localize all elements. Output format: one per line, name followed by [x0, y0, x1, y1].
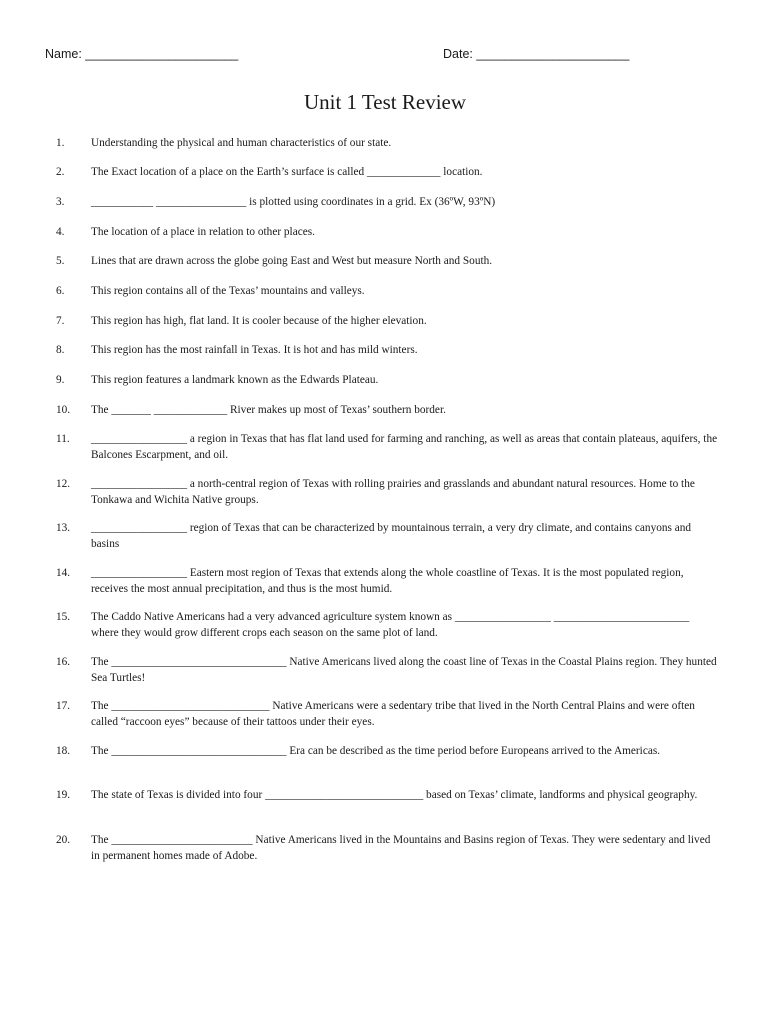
question-number: 11. [56, 433, 70, 445]
question-text: This region features a landmark known as the Edwards Plateau. [91, 374, 379, 386]
question-text: The state of Texas is divided into four ____________________________ based on Texas’ climate, landforms and physical geography. [91, 789, 698, 801]
question-text: The ____________________________ Native Americans were a sedentary tribe that lived in the North Central Plains and were often called “raccoon eyes” because of their tattoos under their eyes. [91, 700, 695, 728]
name-field: Name: ______________________ [45, 47, 239, 61]
question-number: 6. [56, 285, 65, 297]
question-text: The Exact location of a place on the Earth’s surface is called _____________ location. [91, 166, 483, 178]
question-text: Lines that are drawn across the globe going East and West but measure North and South. [91, 255, 493, 267]
question-text: This region contains all of the Texas’ mountains and valleys. [91, 285, 365, 297]
question-text: The Caddo Native Americans had a very advanced agriculture system known as _________________ ________________________ where they would grow different crops each season on the same plot of land. [91, 611, 690, 639]
question-text: _________________ Eastern most region of Texas that extends along the whole coastline of Texas. It is the most populated region, receives the most annual precipitation, and thus is the most humid. [91, 567, 684, 595]
question-number: 13. [56, 522, 71, 534]
question-text: _________________ region of Texas that can be characterized by mountainous terrain, a very dry climate, and contains canyons and basins [91, 522, 692, 550]
question-number: 18. [56, 745, 71, 757]
question-text: The _________________________ Native Americans lived in the Mountains and Basins region of Texas. They were sedentary and lived in permanent homes made of Adobe. [91, 834, 711, 862]
question-text: _________________ a north-central region of Texas with rolling prairies and grasslands and abundant natural resources. Home to the Tonkawa and Wichita Native groups. [91, 478, 695, 506]
question-text: The _______________________________ Era can be described as the time period before Europeans arrived to the Americas. [91, 745, 661, 757]
question-text: _________________ a region in Texas that has flat land used for farming and ranching, as well as areas that contain plateaus, aquifers, the Balcones Escarpment, and oil. [91, 433, 718, 461]
question-text: The location of a place in relation to other places. [91, 226, 315, 238]
question-number: 14. [56, 567, 71, 579]
question-number: 8. [56, 344, 65, 356]
question-text: The _______________________________ Native Americans lived along the coast line of Texas in the Coastal Plains region. They hunted Sea Turtles! [91, 656, 717, 684]
question-number: 9. [56, 374, 65, 386]
page-title: Unit 1 Test Review [303, 90, 467, 114]
date-field: Date: ______________________ [443, 47, 630, 61]
question-number: 20. [56, 834, 71, 846]
question-number: 10. [56, 404, 71, 416]
question-text: The _______ _____________ River makes up most of Texas’ southern border. [91, 404, 446, 416]
question-number: 7. [56, 315, 65, 327]
question-number: 16. [56, 656, 71, 668]
question-text: This region has the most rainfall in Texas. It is hot and has mild winters. [91, 344, 418, 356]
question-number: 1. [56, 137, 65, 149]
question-number: 19. [56, 789, 71, 801]
question-text: This region has high, flat land. It is cooler because of the higher elevation. [91, 315, 427, 327]
question-number: 3. [56, 196, 65, 208]
question-number: 2. [56, 166, 65, 178]
question-text: ___________ ________________ is plotted using coordinates in a grid. Ex (36ºW, 93ºN) [91, 196, 496, 208]
question-number: 12. [56, 478, 71, 490]
question-number: 4. [56, 226, 65, 238]
question-number: 5. [56, 255, 65, 267]
question-number: 17. [56, 700, 71, 712]
question-number: 15. [56, 611, 71, 623]
question-text: Understanding the physical and human characteristics of our state. [91, 137, 392, 149]
